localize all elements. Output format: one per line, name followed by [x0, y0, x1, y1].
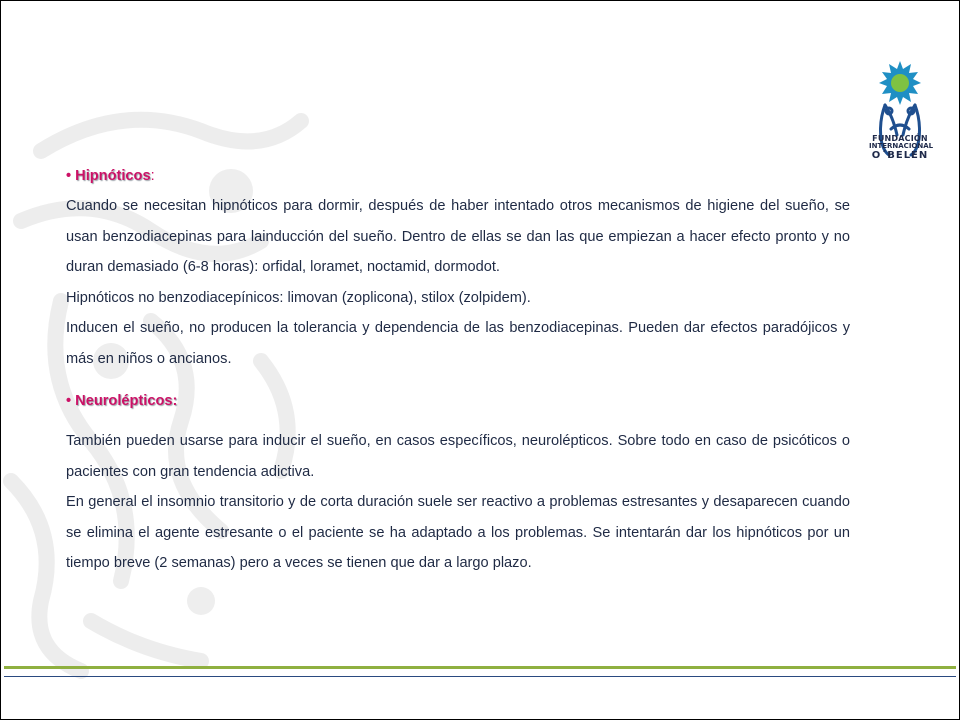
logo-line-1: FUNDACIÓN [872, 134, 928, 143]
star-icon [879, 61, 921, 105]
heading-text: Neurolépticos: [75, 393, 178, 409]
footer-rule-green [4, 666, 956, 669]
paragraph: En general el insomnio transitorio y de corta duración suele ser reactivo a problemas estresantes y desaparecen cuando se elimina el agente estresante o el paciente se ha adaptado a los problemas. Se intentarán dar los hipnóticos por un tiempo breve (2 semanas) pero a veces se tienen que dar a largo plazo. [66, 494, 850, 571]
logo-wordmark [869, 134, 934, 161]
paragraph: Cuando se necesitan hipnóticos para dormir, después de haber intentado otros mecanismos de higiene del sueño, se usan benzodiacepinas para lainducción del sueño. Dentro de ellas se dan las que empiezan a hacer efecto pronto y no duran demasiado (6-8 horas): orfidal, loramet, noctamid, dormodot. [66, 198, 850, 275]
bullet-marker: • [66, 393, 72, 409]
paragraph: Hipnóticos no benzodiacepínicos: limovan (zoplicona), stilox (zolpidem). [66, 289, 531, 306]
paragraph: Inducen el sueño, no producen la tolerancia y dependencia de las benzodiacepinas. Pueden dar efectos paradójicos y más en niños o ancianos. [66, 320, 850, 367]
footer-rule-blue [4, 676, 956, 677]
logo-line-2: INTERNACIONAL [869, 142, 934, 151]
section-heading-neurolepticos [66, 390, 850, 412]
slide-body [66, 165, 850, 579]
paragraph: También pueden usarse para inducir el sueño, en casos específicos, neurolépticos. Sobre todo en caso de psicóticos o pacientes con gran tendencia adictiva. [66, 433, 850, 480]
section-heading-hipnoticos [66, 165, 850, 187]
heading-colon: : [150, 168, 155, 184]
bullet-marker: • [66, 168, 72, 184]
heading-text: Hipnóticos [75, 168, 151, 184]
logo-line-3: O´BELEN [871, 149, 929, 161]
